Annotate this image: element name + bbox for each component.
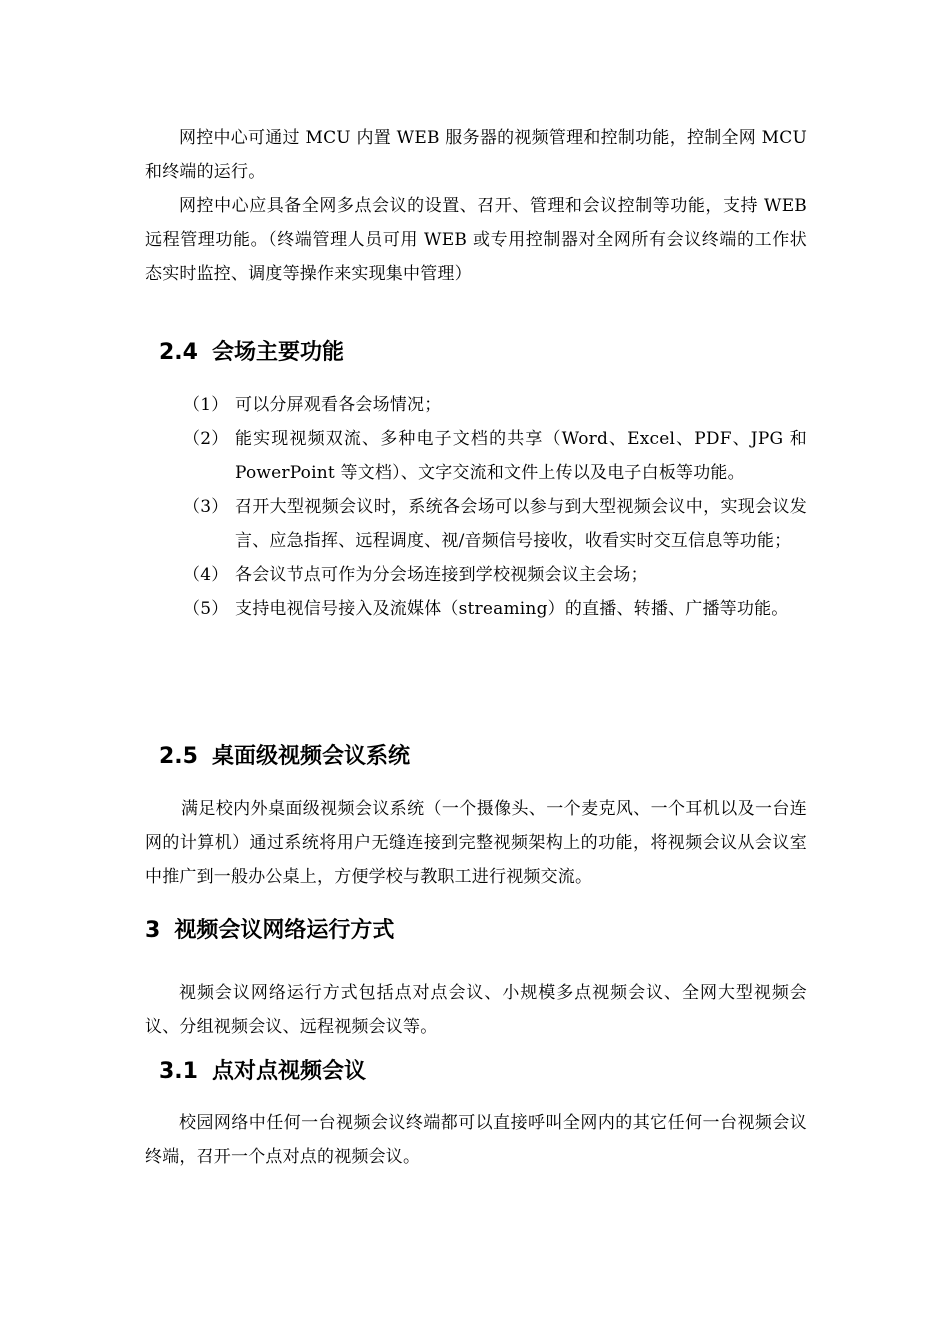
section-title: 点对点视频会议 [211, 1059, 366, 1084]
list-marker: （2） [183, 429, 229, 449]
section-number: 3 [145, 918, 161, 943]
list-item-text: 能实现视频双流、多种电子文档的共享（Word、Excel、PDF、JPG 和 PowerPoint 等文档）、文字交流和文件上传以及电子白板等功能。 [235, 429, 807, 483]
list-item-text: 召开大型视频会议时，系统各会场可以参与到大型视频会议中，实现会议发言、应急指挥、远程调度、视/音频信号接收，收看实时交互信息等功能； [235, 497, 807, 551]
list-item [145, 490, 807, 558]
list-item [145, 388, 807, 422]
paragraph-network-center: 网控中心应具备全网多点会议的设置、召开、管理和会议控制等功能，支持 WEB 远程管理功能。（终端管理人员可用 WEB 或专用控制器对全网所有会议终端的工作状态实时监控、调度等操作来实现集中管理） [145, 196, 807, 284]
section-title: 桌面级视频会议系统 [211, 744, 410, 769]
list-item [145, 558, 807, 592]
section-number: 2.5 [159, 744, 198, 769]
paragraph-network-modes: 视频会议网络运行方式包括点对点会议、小规模多点视频会议、全网大型视频会议、分组视频会议、远程视频会议等。 [145, 983, 807, 1037]
list-marker: （1） [183, 395, 229, 415]
section-number: 2.4 [159, 340, 198, 365]
feature-list [145, 388, 807, 626]
paragraph-desktop-conference: 满足校内外桌面级视频会议系统（一个摄像头、一个麦克风、一个耳机以及一台连网的计算机）通过系统将用户无缝连接到完整视频架构上的功能，将视频会议从会议室中推广到一般办公桌上，方便学校与教职工进行视频交流。 [145, 799, 807, 887]
list-item-text: 可以分屏观看各会场情况； [235, 395, 442, 415]
paragraph-mcu-control: 网控中心可通过 MCU 内置 WEB 服务器的视频管理和控制功能，控制全网 MCU 和终端的运行。 [145, 128, 807, 182]
list-marker: （3） [183, 497, 229, 517]
list-marker: （5） [183, 599, 229, 619]
section-3-heading [145, 916, 394, 946]
section-title: 视频会议网络运行方式 [174, 918, 395, 943]
list-item-text: 各会议节点可作为分会场连接到学校视频会议主会场； [235, 565, 648, 585]
list-item [145, 592, 807, 626]
list-item [145, 422, 807, 490]
list-item-text: 支持电视信号接入及流媒体（streaming）的直播、转播、广播等功能。 [235, 599, 789, 619]
section-3-1-heading [145, 1057, 366, 1087]
list-marker: （4） [183, 565, 229, 585]
paragraph-point-to-point: 校园网络中任何一台视频会议终端都可以直接呼叫全网内的其它任何一台视频会议终端，召开一个点对点的视频会议。 [145, 1113, 807, 1167]
section-2-5-heading [145, 742, 410, 772]
section-number: 3.1 [159, 1059, 198, 1084]
section-2-4-heading [145, 338, 344, 368]
section-title: 会场主要功能 [211, 340, 344, 365]
